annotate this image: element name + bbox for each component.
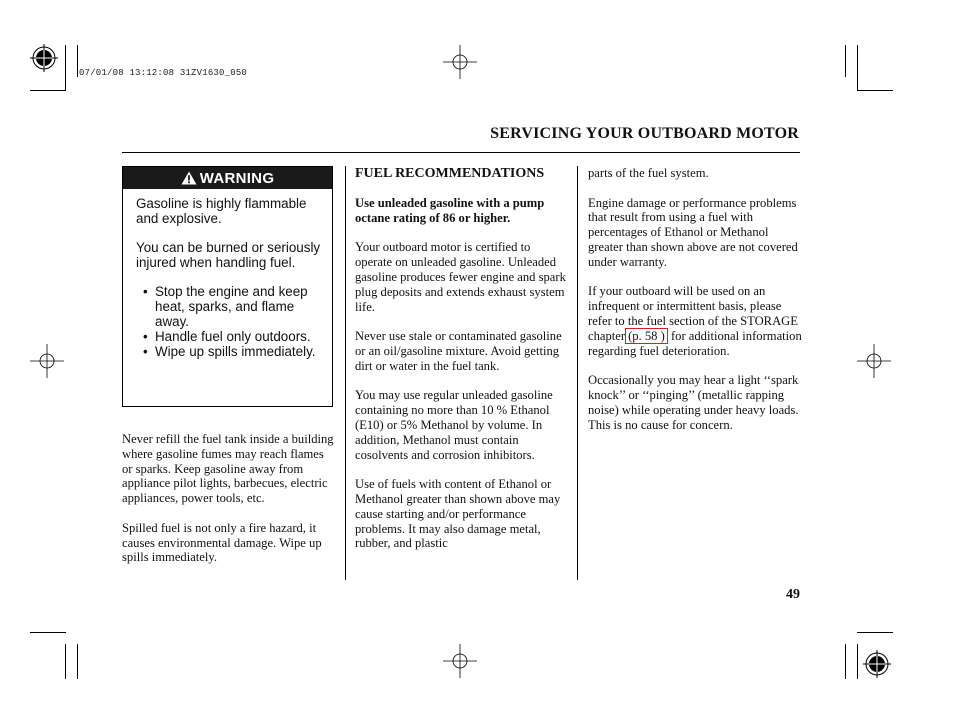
warning-bullet: • Stop the engine and keep heat, sparks, and flame away. [141, 284, 322, 329]
crosshair-top-icon [443, 45, 477, 79]
col1-paragraph-2: Spilled fuel is not only a fire hazard, it causes environmental damage. Wipe up spills immediately. [122, 520, 322, 565]
col2-paragraph-3: You may use regular unleaded gasoline containing no more than 10 % Ethanol (E10) or 5% Methanol by volume. In addition, Methanol must contain cosolvents and corrosion inhibitors. [355, 388, 553, 462]
warning-label: WARNING [199, 169, 275, 187]
col2-paragraph-4: Use of fuels with content of Ethanol or Methanol greater than shown above may cause starting and/or performance problems. It may also damage metal, rubber, and plastic [355, 477, 561, 551]
warning-body [123, 189, 332, 359]
page-reference-link[interactable]: (p. 58 ) [625, 328, 668, 344]
col3-paragraph-3: Occasionally you may hear a light ‘‘spark knock’’ or ‘‘pinging’’ (metallic rapping noise) while operating under heavy loads. This is no cause for concern. [588, 373, 799, 432]
column-3 [588, 166, 802, 447]
running-head: SERVICING YOUR OUTBOARD MOTOR [490, 125, 799, 142]
col2-lead: Use unleaded gasoline with a pump octane rating of 86 or higher. [355, 196, 545, 225]
col2-paragraph-1: Your outboard motor is certified to operate on unleaded gasoline. Unleaded gasoline produces fewer engine and spark plug deposits and extends exhaust system life. [355, 240, 566, 314]
col3-paragraph-0: parts of the fuel system. [588, 166, 709, 180]
column-rule-2 [577, 166, 578, 580]
warning-bullet-list [136, 284, 322, 359]
warning-bullet: • Handle fuel only outdoors. [141, 329, 322, 344]
col3-p2-text: If your outboard will be used on an infrequent or intermittent basis, please refer to the fuel section of the STORAGE chapter [588, 284, 798, 343]
crosshair-left-icon [30, 344, 64, 378]
warning-text-2: You can be burned or seriously injured when handling fuel. [136, 240, 321, 270]
column-2 [355, 166, 569, 566]
section-heading: FUEL RECOMMENDATIONS [355, 166, 545, 181]
warning-triangle-icon [181, 171, 197, 185]
warning-box [122, 166, 333, 407]
warning-bullet: • Wipe up spills immediately. [141, 344, 322, 359]
col3-paragraph-1: Engine damage or performance problems that result from using a fuel with percentages of Ethanol or Methanol greater than shown above are not covered under warranty. [588, 195, 798, 269]
registration-target-br-icon [863, 650, 891, 678]
column-1 [122, 432, 334, 580]
registration-target-tl-icon [30, 44, 58, 72]
col3-paragraph-2 [588, 284, 802, 358]
crosshair-right-icon [857, 344, 891, 378]
col2-paragraph-2: Never use stale or contaminated gasoline or an oil/gasoline mixture. Avoid getting dirt or water in the fuel tank. [355, 329, 562, 373]
header-rule [122, 152, 800, 153]
column-rule-1 [345, 166, 346, 580]
col1-paragraph-1: Never refill the fuel tank inside a building where gasoline fumes may reach flames or sparks. Keep gasoline away from appliance pilot lights, barbecues, electric appliances, power tools, etc. [122, 432, 334, 506]
warning-header [123, 167, 332, 189]
crosshair-bottom-icon [443, 644, 477, 678]
page-number: 49 [786, 587, 800, 602]
print-slug: 07/01/08 13:12:08 31ZV1630_050 [79, 68, 248, 78]
warning-text-1: Gasoline is highly flammable and explosive. [136, 196, 307, 226]
col3-p2-text-after: for additional information regarding fuel deterioration. [588, 328, 802, 358]
